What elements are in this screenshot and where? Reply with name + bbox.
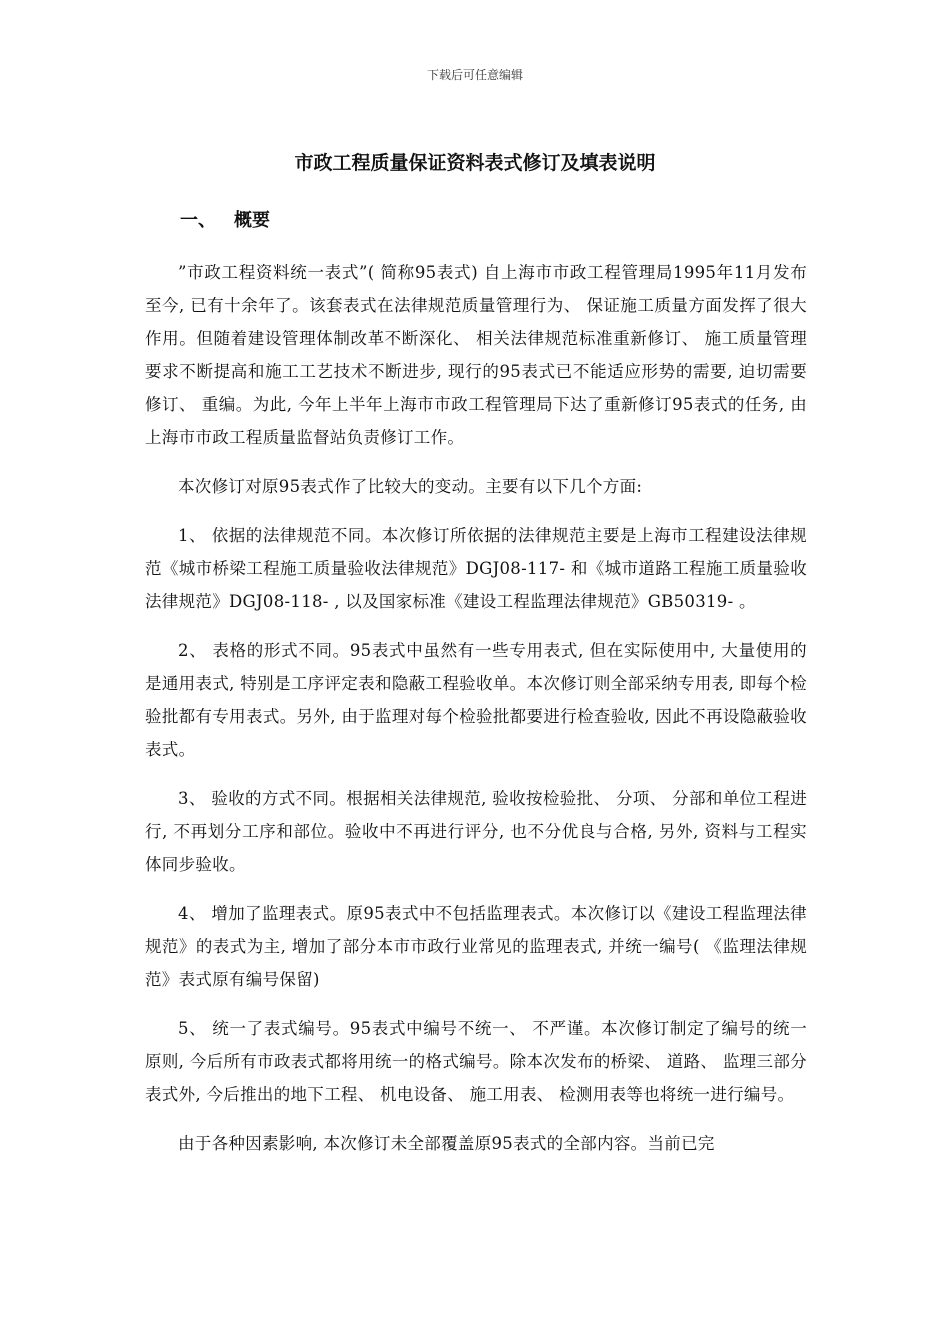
section-heading xyxy=(180,206,270,232)
paragraph-closing: 由于各种因素影响, 本次修订未全部覆盖原95表式的全部内容。当前已完 xyxy=(178,1134,715,1153)
paragraph-item-1: 1、 依据的法律规范不同。本次修订所依据的法律规范主要是上海市工程建设法律规范《城市桥梁工程施工质量验收法律规范》DGJ08-117- 和《城市道路工程施工质量验收法律规范》DGJ08-118- , 以及国家标准《建设工程监理法律规范》GB50319- 。 xyxy=(145,526,807,611)
paragraph-summary: 本次修订对原95表式作了比较大的变动。主要有以下几个方面: xyxy=(178,477,643,496)
paragraph-item-3: 3、 验收的方式不同。根据相关法律规范, 验收按检验批、 分项、 分部和单位工程进行, 不再划分工序和部位。验收中不再进行评分, 也不分优良与合格, 另外, 资料与工程实体同步验收。 xyxy=(145,789,807,874)
paragraph-item-2: 2、 表格的形式不同。95表式中虽然有一些专用表式, 但在实际使用中, 大量使用的是通用表式, 特别是工序评定表和隐蔽工程验收单。本次修订则全部采纳专用表, 即每个检验批都有专用表式。另外, 由于监理对每个检验批都要进行检查验收, 因此不再设隐蔽验收表式。 xyxy=(145,641,807,759)
section-label: 概要 xyxy=(234,210,270,231)
document-title: 市政工程质量保证资料表式修订及填表说明 xyxy=(294,152,656,174)
section-number: 一、 xyxy=(180,210,216,231)
paragraph-intro: ”市政工程资料统一表式”( 简称95表式) 自上海市市政工程管理局1995年11月发布至今, 已有十余年了。该套表式在法律规范质量管理行为、 保证施工质量方面发挥了很大作用。但随着建设管理体制改革不断深化、 相关法律规范标准重新修订、 施工质量管理要求不断提高和施工工艺技术不断进步, 现行的95表式已不能适应形势的需要, 迫切需要修订、 重编。为此, 今年上半年上海市市政工程管理局下达了重新修订95表式的任务, 由上海市市政工程质量监督站负责修订工作。 xyxy=(145,263,807,447)
body-text xyxy=(145,256,807,1176)
header-note: 下载后可任意编辑 xyxy=(426,68,523,82)
paragraph-item-5: 5、 统一了表式编号。95表式中编号不统一、 不严谨。本次修订制定了编号的统一原则, 今后所有市政表式都将用统一的格式编号。除本次发布的桥梁、 道路、 监理三部分表式外, 今后推出的地下工程、 机电设备、 施工用表、 检测用表等也将统一进行编号。 xyxy=(145,1019,807,1104)
paragraph-item-4: 4、 增加了监理表式。原95表式中不包括监理表式。本次修订以《建设工程监理法律规范》的表式为主, 增加了部分本市市政行业常见的监理表式, 并统一编号( 《监理法律规范》表式原有编号保留) xyxy=(145,904,807,989)
